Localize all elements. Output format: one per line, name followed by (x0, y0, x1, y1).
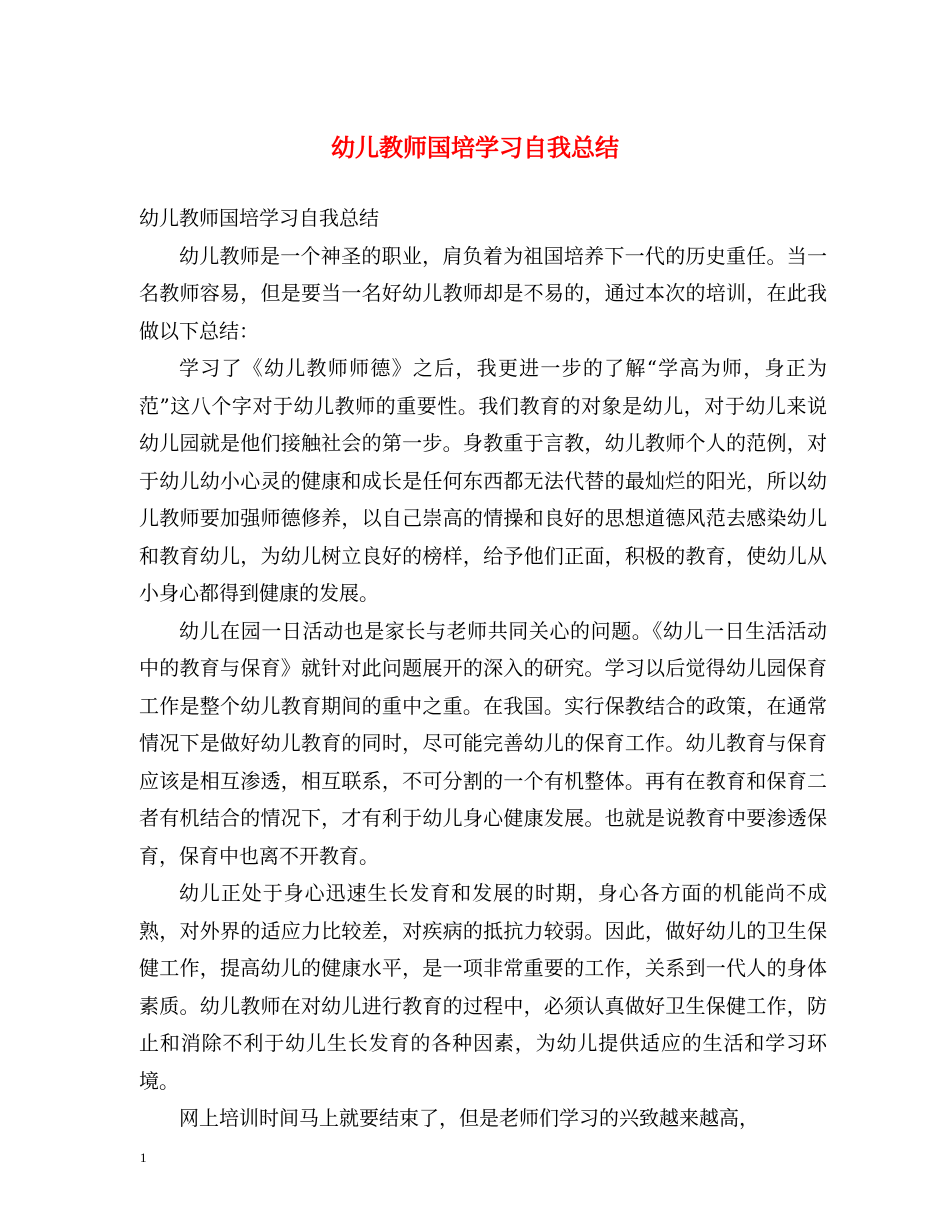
document-title: 幼儿教师国培学习自我总结 (331, 133, 619, 162)
paragraph-health-care: 幼儿正处于身心迅速生长发育和发展的时期，身心各方面的机能尚不成熟，对外界的适应力比较差，对疾病的抵抗力较弱。因此，做好幼儿的卫生保健工作，提高幼儿的健康水平，是一项非常重要的工作，关系到一代人的身体素质。幼儿教师在对幼儿进行教育的过程中，必须认真做好卫生保健工作，防止和消除不利于幼儿生长发育的各种因素，为幼儿提供适应的生活和学习环境。 (139, 881, 827, 1093)
document-body (139, 200, 827, 1138)
paragraph-daily-activities: 幼儿在园一日活动也是家长与老师共同关心的问题。《幼儿一日生活活动中的教育与保育》就针对此问题展开的深入的研究。学习以后觉得幼儿园保育工作是整个幼儿教育期间的重中之重。在我国。实行保教结合的政策，在通常情况下是做好幼儿教育的同时，尽可能完善幼儿的保育工作。幼儿教育与保育应该是相互渗透，相互联系，不可分割的一个有机整体。再有在教育和保育二者有机结合的情况下，才有利于幼儿身心健康发展。也就是说教育中要渗透保育，保育中也离不开教育。 (139, 618, 827, 868)
page-number: 1 (140, 1150, 147, 1165)
document-subtitle: 幼儿教师国培学习自我总结 (139, 206, 379, 230)
paragraph-teacher-ethics: 学习了《幼儿教师师德》之后，我更进一步的了解“学高为师，身正为范”这八个字对于幼儿教师的重要性。我们教育的对象是幼儿，对于幼儿来说幼儿园就是他们接触社会的第一步。身教重于言教，幼儿教师个人的范例，对于幼儿幼小心灵的健康和成长是任何东西都无法代替的最灿烂的阳光，所以幼儿教师要加强师德修养，以自己崇高的情操和良好的思想道德风范去感染幼儿和教育幼儿，为幼儿树立良好的榜样，给予他们正面，积极的教育，使幼儿从小身心都得到健康的发展。 (139, 356, 827, 605)
paragraph-online-training: 网上培训时间马上就要结束了，但是老师们学习的兴致越来越高， (179, 1106, 759, 1130)
paragraph-intro: 幼儿教师是一个神圣的职业，肩负着为祖国培养下一代的历史重任。当一名教师容易，但是要当一名好幼儿教师却是不易的，通过本次的培训，在此我做以下总结： (139, 243, 827, 343)
